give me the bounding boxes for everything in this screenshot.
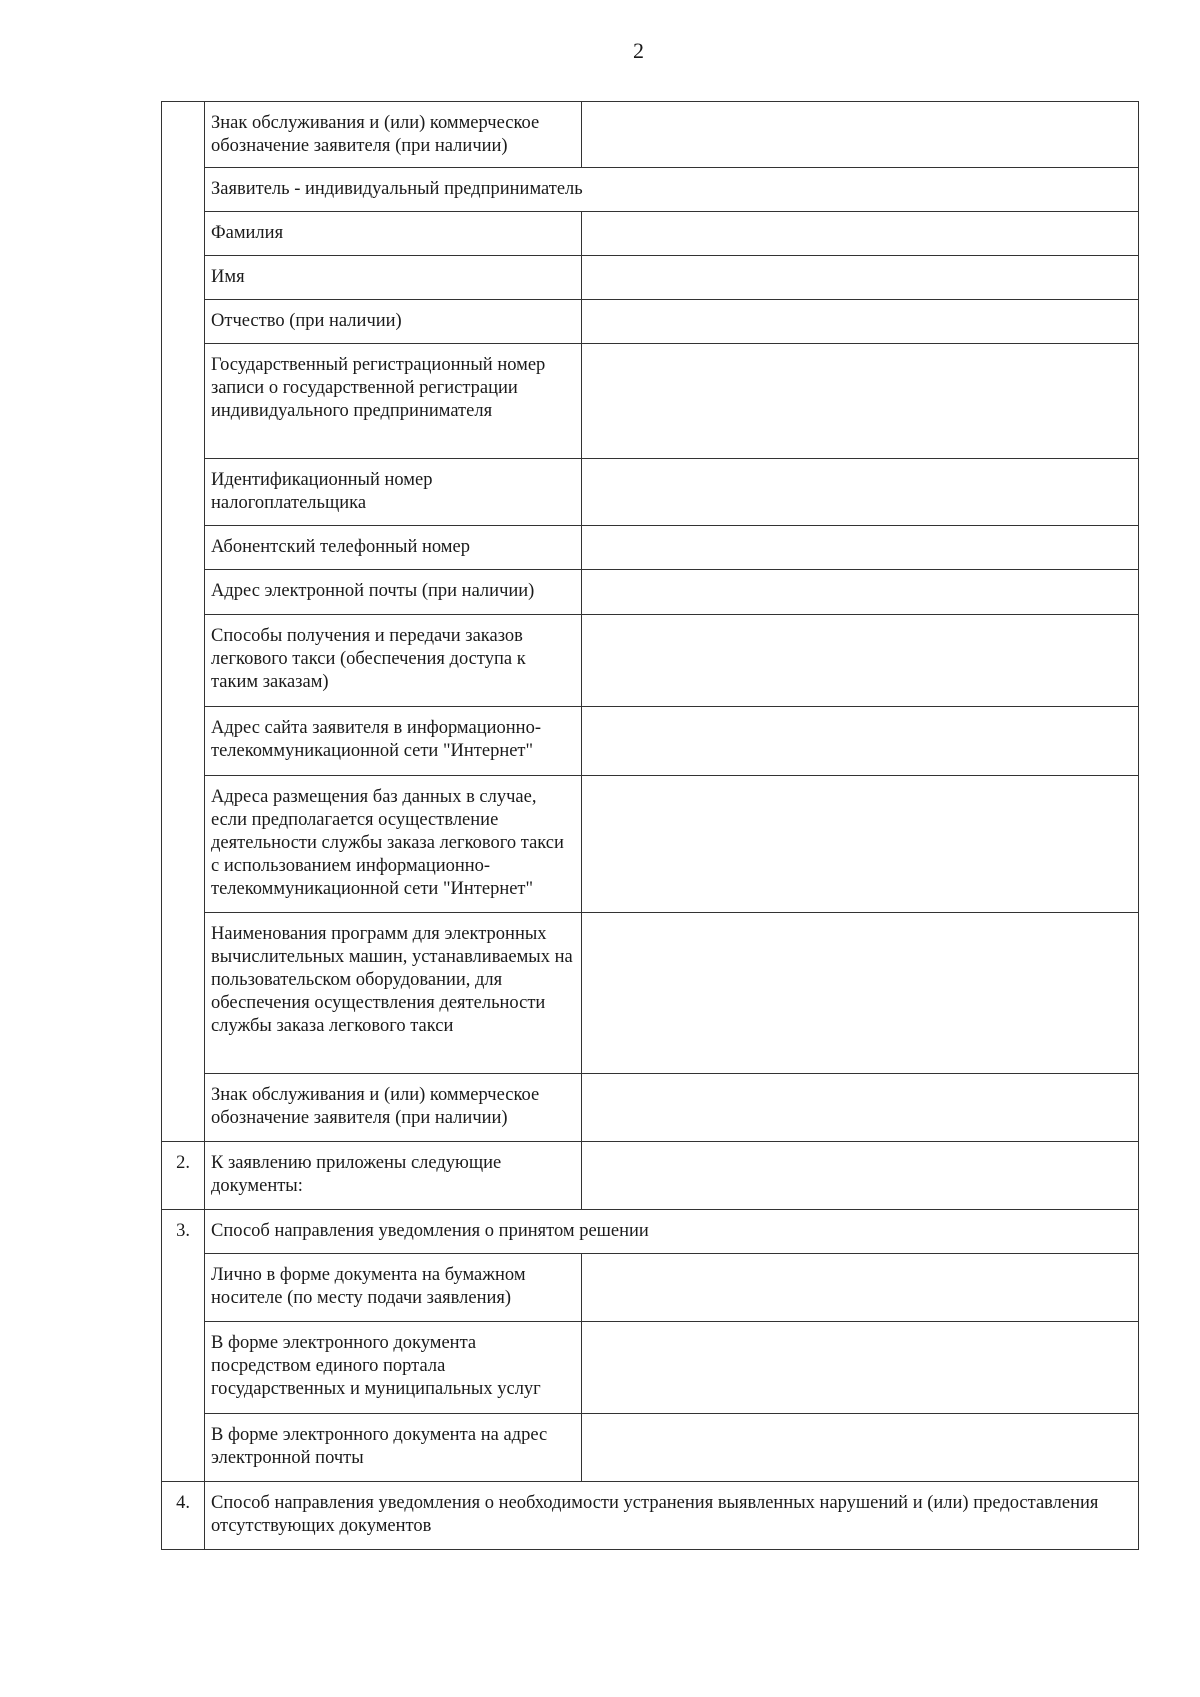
- field-label: Наименования программ для электронных вычислительных машин, устанавливаемых на пользовательском оборудовании, для обеспечения осуществления деятельности службы заказа легкового такси: [205, 913, 582, 1074]
- field-label: Знак обслуживания и (или) коммерческое обозначение заявителя (при наличии): [205, 1074, 582, 1142]
- field-value[interactable]: [582, 300, 1139, 344]
- table-row: [162, 615, 1139, 707]
- table-row: [162, 776, 1139, 913]
- subsection-heading: Способ направления уведомления о принятом решении: [205, 1210, 1139, 1254]
- field-value[interactable]: [582, 913, 1139, 1074]
- subsection-heading: Заявитель - индивидуальный предприниматель: [205, 168, 1139, 212]
- attached-documents-field[interactable]: [582, 1142, 1139, 1210]
- field-value[interactable]: [582, 1322, 1139, 1414]
- field-label: Идентификационный номер налогоплательщика: [205, 459, 582, 526]
- table-row: [162, 212, 1139, 256]
- field-value[interactable]: [582, 707, 1139, 776]
- page-number: 2: [633, 38, 644, 63]
- section-4-number: 4.: [162, 1482, 205, 1550]
- table-row: [162, 1414, 1139, 1482]
- field-value[interactable]: [582, 615, 1139, 707]
- section-3-number: 3.: [162, 1210, 205, 1482]
- field-label: Фамилия: [205, 212, 582, 256]
- table-row: [162, 1210, 1139, 1254]
- field-label: Способ направления уведомления о необходимости устранения выявленных нарушений и (или) предоставления отсутствующих документов: [205, 1482, 1139, 1550]
- table-row: [162, 459, 1139, 526]
- field-value[interactable]: [582, 526, 1139, 570]
- section-1-number-cell: [162, 102, 205, 1142]
- field-label: К заявлению приложены следующие документы:: [205, 1142, 582, 1210]
- table-row: [162, 1254, 1139, 1322]
- field-label: Лично в форме документа на бумажном носителе (по месту подачи заявления): [205, 1254, 582, 1322]
- table-row: [162, 1142, 1139, 1210]
- field-value[interactable]: [582, 1414, 1139, 1482]
- table-row: [162, 1322, 1139, 1414]
- field-label: Абонентский телефонный номер: [205, 526, 582, 570]
- field-label: Адреса размещения баз данных в случае, если предполагается осуществление деятельности службы заказа легкового такси с использованием информационно-телекоммуникационной сети "Интернет": [205, 776, 582, 913]
- field-value[interactable]: [582, 459, 1139, 526]
- field-value[interactable]: [582, 344, 1139, 459]
- table-row: [162, 570, 1139, 615]
- field-value[interactable]: [582, 1074, 1139, 1142]
- field-label: Способы получения и передачи заказов легкового такси (обеспечения доступа к таким заказам): [205, 615, 582, 707]
- field-value[interactable]: [582, 1254, 1139, 1322]
- table-row: [162, 344, 1139, 459]
- field-label: В форме электронного документа на адрес электронной почты: [205, 1414, 582, 1482]
- table-row: [162, 256, 1139, 300]
- field-label: В форме электронного документа посредством единого портала государственных и муниципальных услуг: [205, 1322, 582, 1414]
- table-row: [162, 1482, 1139, 1550]
- field-label: Адрес сайта заявителя в информационно-телекоммуникационной сети "Интернет": [205, 707, 582, 776]
- field-value[interactable]: [582, 570, 1139, 615]
- table-row: [162, 300, 1139, 344]
- table-row: [162, 913, 1139, 1074]
- field-value[interactable]: [582, 256, 1139, 300]
- field-value[interactable]: [582, 776, 1139, 913]
- table-row: [162, 1074, 1139, 1142]
- section-2-number: 2.: [162, 1142, 205, 1210]
- table-row: [162, 168, 1139, 212]
- field-label: Адрес электронной почты (при наличии): [205, 570, 582, 615]
- field-label: Государственный регистрационный номер записи о государственной регистрации индивидуального предпринимателя: [205, 344, 582, 459]
- field-value[interactable]: [582, 102, 1139, 168]
- field-label: Отчество (при наличии): [205, 300, 582, 344]
- table-row: [162, 707, 1139, 776]
- table-row: [162, 526, 1139, 570]
- field-label: Имя: [205, 256, 582, 300]
- application-form-table: [161, 101, 1139, 1550]
- table-row: [162, 102, 1139, 168]
- field-label: Знак обслуживания и (или) коммерческое обозначение заявителя (при наличии): [205, 102, 582, 168]
- form-body: [162, 102, 1139, 1550]
- field-value[interactable]: [582, 212, 1139, 256]
